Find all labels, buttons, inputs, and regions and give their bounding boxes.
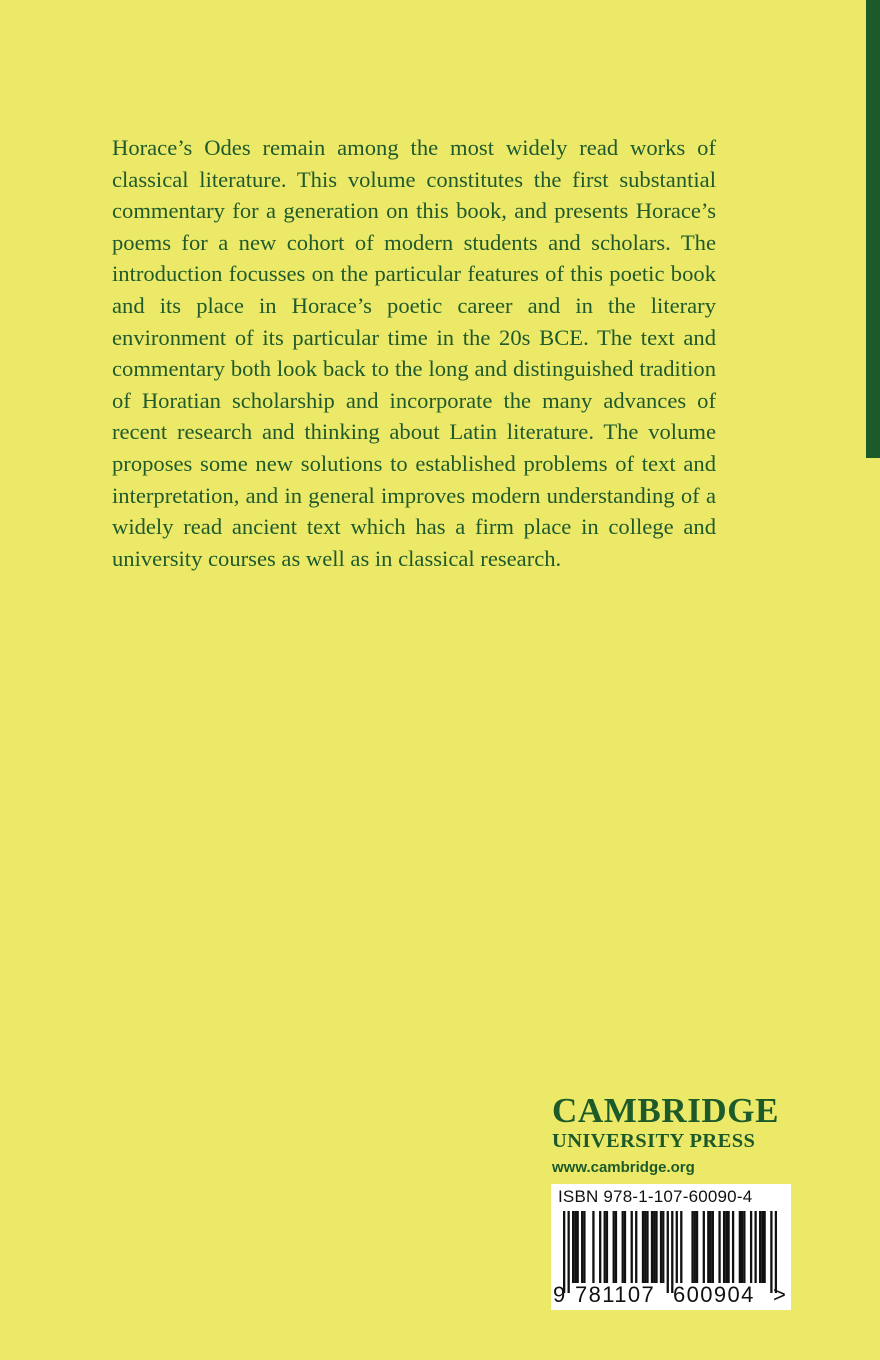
barcode-bar: [727, 1211, 729, 1283]
barcode-bar: [646, 1211, 648, 1283]
barcode-bar: [676, 1211, 678, 1283]
barcode-bar: [709, 1211, 711, 1283]
barcode-bar: [644, 1211, 646, 1283]
barcode-guard-bar: [671, 1211, 673, 1293]
barcode-bar: [604, 1211, 606, 1283]
barcode-bar: [606, 1211, 608, 1283]
barcode-bar: [622, 1211, 624, 1283]
cover-blurb: Horace’s Odes remain among the most widely read works of classical literature. This volume constitutes the first substantial commentary for a generation on this book, and presents Horace’s poems for a new cohort of modern students and scholars. The introduction focusses on the particular features of this poetic book and its place in Horace’s poetic career and in the literary environment of its particular time in the 20s BCE. The text and commentary both look back to the long and distinguished tradition of Horatian scholarship and incorporate the many advances of recent research and thinking about Latin literature. The volume proposes some new solutions to established problems of text and interpretation, and in general improves modern understanding of a widely read ancient text which has a firm place in college and university courses as well as in classical research.: [112, 135, 716, 571]
barcode-bar: [723, 1211, 725, 1283]
barcode-bar: [642, 1211, 644, 1283]
barcode-bar: [754, 1211, 756, 1283]
barcode-bar: [691, 1211, 693, 1283]
barcode-bar: [712, 1211, 714, 1283]
barcode-bars: [563, 1211, 777, 1293]
barcode-guard-bar: [568, 1211, 570, 1293]
barcode-bar: [750, 1211, 752, 1283]
isbn-barcode: [551, 1184, 791, 1310]
publisher-website: www.cambridge.org: [552, 1159, 695, 1176]
barcode-bar: [707, 1211, 709, 1283]
barcode-arrow: >: [773, 1282, 786, 1307]
barcode-bar: [577, 1211, 579, 1283]
barcode-bar: [599, 1211, 601, 1283]
barcode-digit-prefix: 9: [553, 1282, 566, 1307]
barcode-guard-bar: [563, 1211, 565, 1293]
barcode-bar: [613, 1211, 615, 1283]
barcode-bar: [761, 1211, 763, 1283]
barcode-bar: [725, 1211, 727, 1283]
barcode-bar: [718, 1211, 720, 1283]
barcode-bar: [635, 1211, 637, 1283]
publisher-logo: [552, 1092, 792, 1177]
barcode-bar: [615, 1211, 617, 1283]
barcode-bar: [660, 1211, 662, 1283]
barcode-bar: [703, 1211, 705, 1283]
barcode-bar: [631, 1211, 633, 1283]
publisher-name: CAMBRIDGE: [552, 1091, 780, 1130]
barcode-bar: [655, 1211, 657, 1283]
barcode-bar: [739, 1211, 741, 1283]
barcode-bar: [759, 1211, 761, 1283]
barcode-bar: [651, 1211, 653, 1283]
isbn-label: ISBN 978-1-107-60090-4: [558, 1187, 753, 1206]
barcode-guard-bar: [667, 1211, 669, 1293]
barcode-guard-bar: [770, 1211, 772, 1293]
barcode-digits-left: 781107: [575, 1282, 656, 1307]
barcode-bar: [732, 1211, 734, 1283]
barcode-bar: [680, 1211, 682, 1283]
barcode-bar: [592, 1211, 594, 1283]
barcode-bar: [572, 1211, 574, 1283]
barcode-bar: [662, 1211, 664, 1283]
barcode-guard-bar: [775, 1211, 777, 1293]
barcode-bar: [743, 1211, 745, 1283]
barcode-bar: [741, 1211, 743, 1283]
spine-edge-stripe: [866, 0, 880, 458]
barcode-digits-right: 600904: [673, 1282, 755, 1307]
barcode-bar: [694, 1211, 696, 1283]
barcode-bar: [583, 1211, 585, 1283]
barcode-bar: [763, 1211, 765, 1283]
barcode-bar: [653, 1211, 655, 1283]
barcode-bar: [581, 1211, 583, 1283]
barcode-bar: [574, 1211, 576, 1283]
publisher-subtitle: UNIVERSITY PRESS: [552, 1130, 756, 1152]
barcode-bar: [696, 1211, 698, 1283]
barcode-bar: [624, 1211, 626, 1283]
